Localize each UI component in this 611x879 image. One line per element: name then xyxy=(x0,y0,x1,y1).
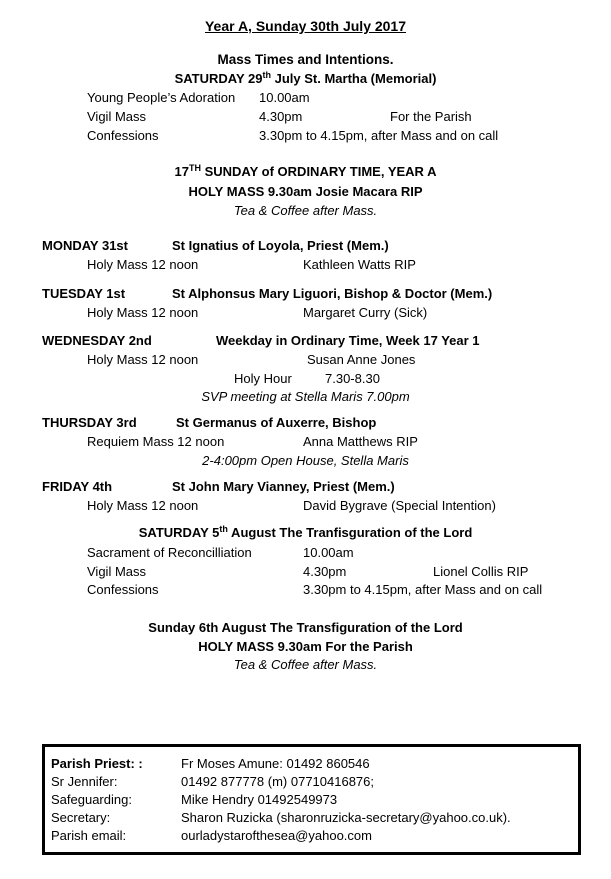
sat5-row-label: Confessions xyxy=(87,582,159,597)
sunday-30-note: Tea & Coffee after Mass. xyxy=(233,203,378,218)
wednesday-day: WEDNESDAY 2nd xyxy=(42,333,152,348)
wednesday-intention: Susan Anne Jones xyxy=(307,352,416,367)
sunday-6-heading: Sunday 6th August The Transfiguration of the Lord xyxy=(148,620,463,635)
sat29-row-intention: For the Parish xyxy=(390,109,472,124)
wednesday-feast: Weekday in Ordinary Time, Week 17 Year 1 xyxy=(216,333,480,348)
friday-feast: St John Mary Vianney, Priest (Mem.) xyxy=(172,479,395,494)
contact-value: Fr Moses Amune: 01492 860546 xyxy=(181,756,370,771)
parish-email-link[interactable]: ourladystarofthesea@yahoo.com xyxy=(181,828,372,843)
sat29-row-label: Vigil Mass xyxy=(87,109,147,124)
holy-hour-label: Holy Hour xyxy=(234,371,292,386)
friday-day: FRIDAY 4th xyxy=(42,479,113,494)
contact-label: Parish Priest: : xyxy=(51,756,143,771)
tuesday-intention: Margaret Curry (Sick) xyxy=(303,305,428,320)
thursday-intention: Anna Matthews RIP xyxy=(303,434,418,449)
thursday-day: THURSDAY 3rd xyxy=(42,415,137,430)
monday-intention: Kathleen Watts RIP xyxy=(303,257,416,272)
contact-value: Sharon Ruzicka (sharonruzicka-secretary@yahoo.co.uk). xyxy=(181,810,511,825)
monday-mass: Holy Mass 12 noon xyxy=(87,257,199,272)
sat29-row-label: Young People’s Adoration xyxy=(87,90,236,105)
sunday-6-note: Tea & Coffee after Mass. xyxy=(233,657,378,672)
wednesday-mass: Holy Mass 12 noon xyxy=(87,352,199,367)
contact-label: Sr Jennifer: xyxy=(51,774,118,789)
saturday-5-heading: SATURDAY 5th August The Tranfisguration of the Lord xyxy=(138,524,473,540)
sat5-row-intention: Lionel Collis RIP xyxy=(433,564,529,579)
friday-intention: David Bygrave (Special Intention) xyxy=(303,498,496,513)
thursday-mass: Requiem Mass 12 noon xyxy=(87,434,225,449)
sat5-row-time: 3.30pm to 4.15pm, after Mass and on call xyxy=(303,582,543,597)
sat5-row-label: Sacrament of Reconcilliation xyxy=(87,545,252,560)
contact-label: Safeguarding: xyxy=(51,792,132,807)
sat29-row-label: Confessions xyxy=(87,128,159,143)
thursday-feast: St Germanus of Auxerre, Bishop xyxy=(176,415,377,430)
contact-label: Parish email: xyxy=(51,828,127,843)
sat5-row-time: 10.00am xyxy=(303,545,354,560)
sat29-row-time: 4.30pm xyxy=(259,109,303,124)
section-subtitle: Mass Times and Intentions. xyxy=(217,52,394,67)
holy-hour-time: 7.30-8.30 xyxy=(325,371,380,386)
friday-mass: Holy Mass 12 noon xyxy=(87,498,199,513)
tuesday-day: TUESDAY 1st xyxy=(42,286,126,301)
sat29-row-time: 3.30pm to 4.15pm, after Mass and on call xyxy=(259,128,499,143)
svp-meeting-note: SVP meeting at Stella Maris 7.00pm xyxy=(201,389,410,404)
sunday-30-mass: HOLY MASS 9.30am Josie Macara RIP xyxy=(188,184,423,199)
sat29-row-time: 10.00am xyxy=(259,90,310,105)
saturday-29-heading: SATURDAY 29th July St. Martha (Memorial) xyxy=(174,70,437,86)
sunday-30-heading: 17TH SUNDAY of ORDINARY TIME, YEAR A xyxy=(174,163,437,179)
contact-value: Mike Hendry 01492549973 xyxy=(181,792,338,807)
sat5-row-time: 4.30pm xyxy=(303,564,347,579)
sat5-row-label: Vigil Mass xyxy=(87,564,147,579)
parish-contacts-box xyxy=(42,744,581,855)
tuesday-mass: Holy Mass 12 noon xyxy=(87,305,199,320)
contact-value: 01492 877778 (m) 07710416876; xyxy=(181,774,374,789)
monday-day: MONDAY 31st xyxy=(42,238,128,253)
sunday-6-mass: HOLY MASS 9.30am For the Parish xyxy=(198,639,413,654)
open-house-note: 2-4:00pm Open House, Stella Maris xyxy=(202,453,409,468)
page-title: Year A, Sunday 30th July 2017 xyxy=(204,18,407,34)
tuesday-feast: St Alphonsus Mary Liguori, Bishop & Doctor (Mem.) xyxy=(172,286,493,301)
contact-label: Secretary: xyxy=(51,810,111,825)
monday-feast: St Ignatius of Loyola, Priest (Mem.) xyxy=(172,238,389,253)
